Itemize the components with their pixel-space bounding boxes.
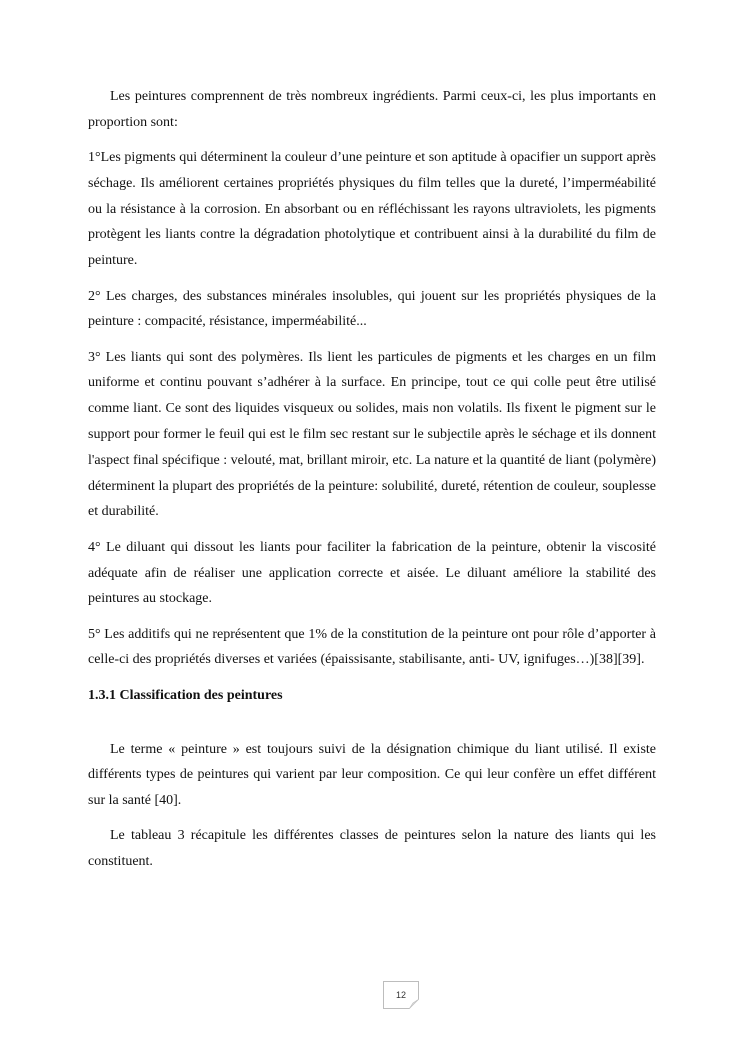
paragraph-liants: 3° Les liants qui sont des polymères. Ils lient les particules de pigments et les charges en un film uniforme et continu pouvant s’adhérer à la surface. En principe, tout ce qui colle peut être utilisé comme liant. Ce sont des liquides visqueux ou solides, mais non volatils. Ils fixent le pigment sur le support pour former le feuil qui est le film sec restant sur le subjectile après le séchage et ils donnent l'aspect final spécifique : velouté, mat, brillant miroir, etc. La nature et la quantité de liant (polymère) déterminent la plupart des propriétés de la peinture: solubilité, dureté, rétention de couleur, souplesse et durabilité.	[88, 349, 656, 520]
page-number-box	[383, 981, 419, 1009]
paragraph-diluant: 4° Le diluant qui dissout les liants pour faciliter la fabrication de la peinture, obtenir la viscosité adéquate afin de réaliser une application correcte et aisée. Le diluant améliore la stabilité des peintures au stockage.	[88, 539, 656, 607]
section-heading: 1.3.1 Classification des peintures	[88, 687, 283, 703]
intro-paragraph: Les peintures comprennent de très nombreux ingrédients. Parmi ceux-ci, les plus importants en proportion sont:	[88, 89, 656, 130]
paragraph-pigments: 1°Les pigments qui déterminent la couleur d’une peinture et son aptitude à opacifier un support après séchage. Ils améliorent certaines propriétés physiques du film telles que la dureté, l’imperméabilité ou la résistance à la corrosion. En absorbant ou en réfléchissant les rayons ultraviolets, les pigments protègent les liants contre la dégradation photolytique et contribuent ainsi à la durabilité du film de peinture.	[88, 150, 656, 269]
paragraph-additifs: 5° Les additifs qui ne représentent que 1% de la constitution de la peinture ont pour rôle d’apporter à celle-ci des propriétés diverses et variées (épaissisante, stabilisante, anti- UV, ignifuges…)[38][39].	[88, 626, 656, 668]
document-body	[88, 84, 656, 885]
paragraph-charges: 2° Les charges, des substances minérales insolubles, qui jouent sur les propriétés physiques de la peinture : compacité, résistance, imperméabilité...	[88, 288, 656, 330]
section-paragraph: Le tableau 3 récapitule les différentes classes de peintures selon la nature des liants qui les constituent.	[88, 828, 656, 870]
page-number: 12	[395, 990, 406, 1000]
page-curl-icon	[409, 999, 419, 1009]
section-paragraph: Le terme « peinture » est toujours suivi de la désignation chimique du liant utilisé. Il existe différents types de peintures qui varient par leur composition. Ce qui leur confère un effet différent sur la santé [40].	[88, 741, 656, 809]
